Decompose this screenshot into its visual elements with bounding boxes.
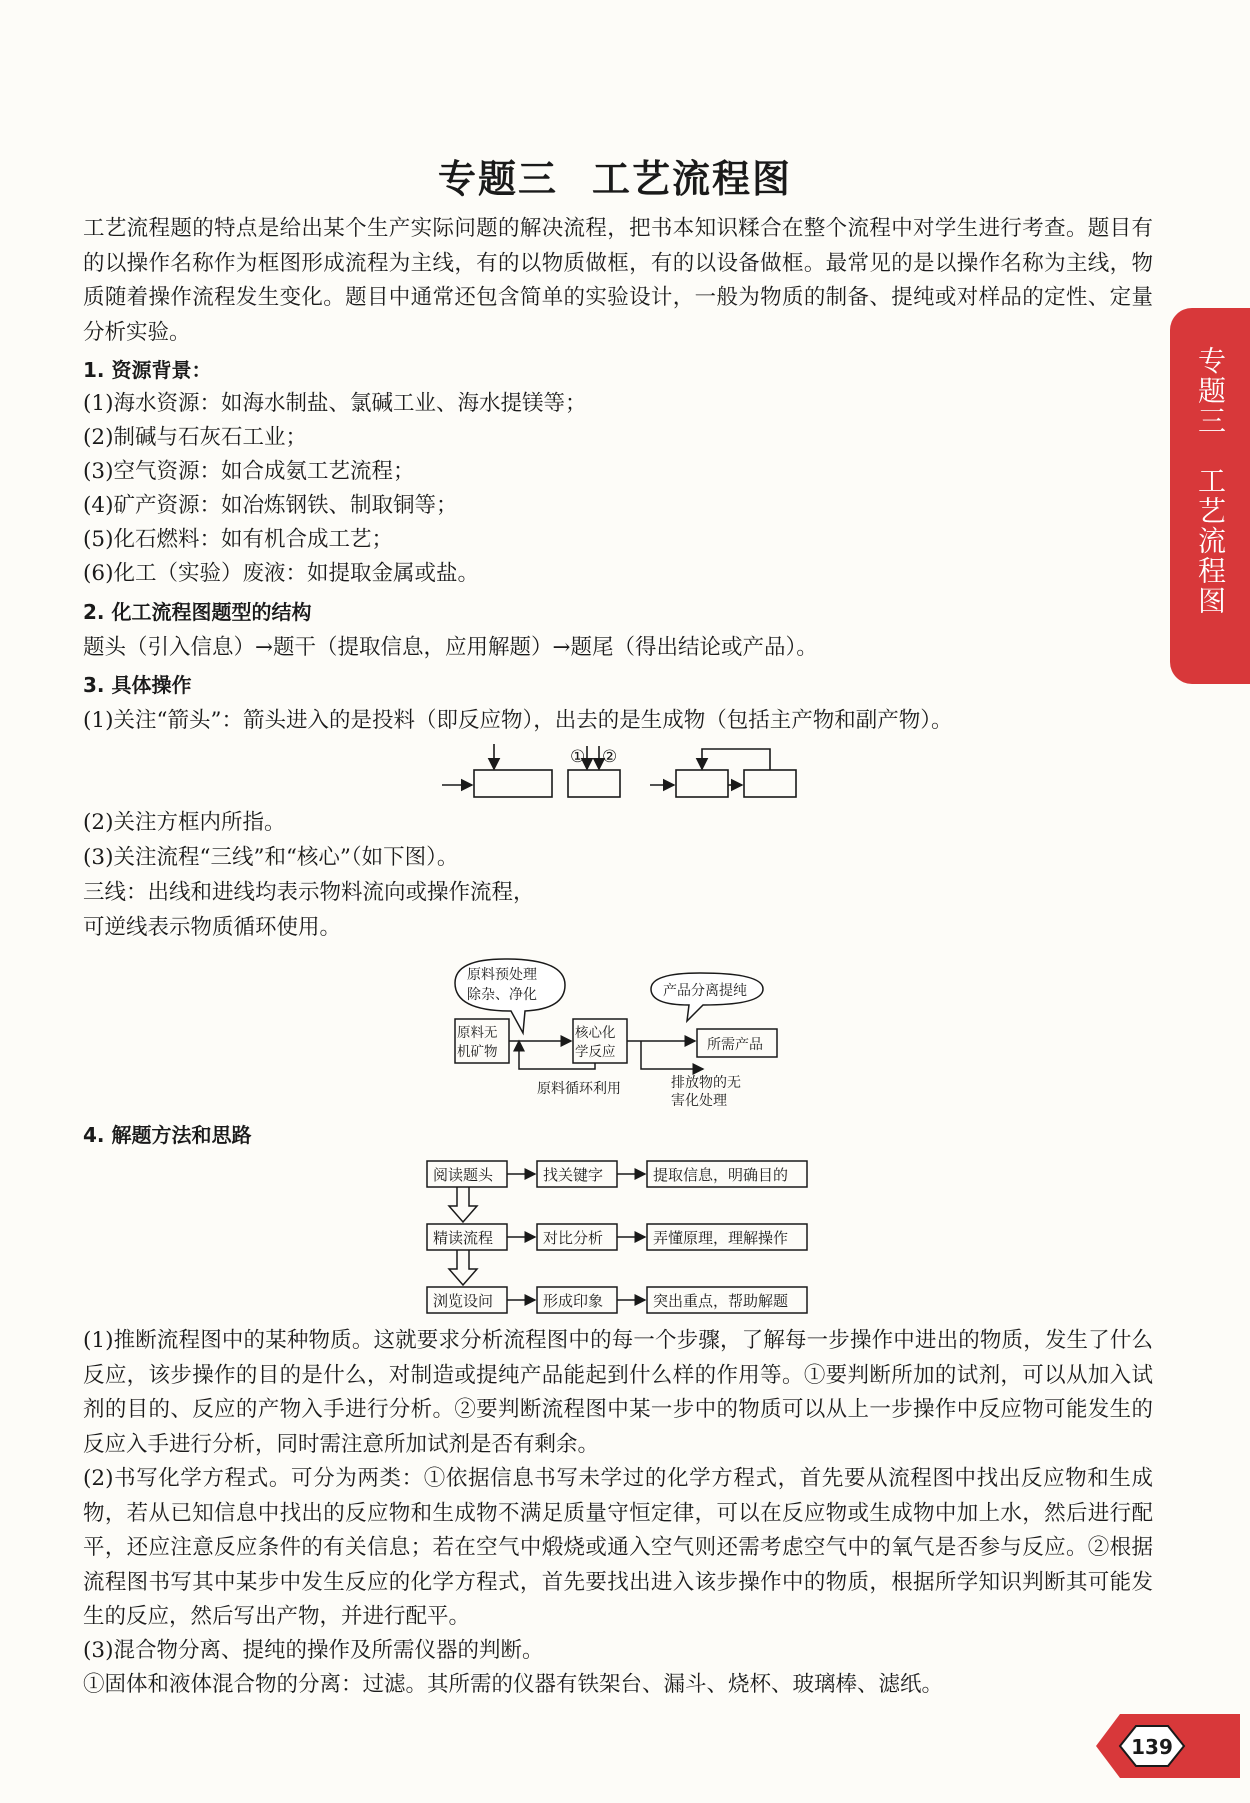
f2-box <box>568 770 620 797</box>
circle-num-1: ① <box>570 747 586 767</box>
box2-text2: 学反应 <box>575 1044 616 1060</box>
waste-text2: 害化处理 <box>671 1093 727 1109</box>
side-chapter-tab <box>1170 308 1250 684</box>
row3-step1: 浏览设问 <box>433 1292 494 1310</box>
section3-item1: (1)关注“箭头”：箭头进入的是投料（即反应物），出去的是生成物（包括主产物和副产物）。 <box>83 708 953 733</box>
arrow-focus <box>430 738 800 802</box>
waste-text1: 排放物的无 <box>671 1075 741 1091</box>
f3-loop-arrow <box>702 749 770 770</box>
side-tab-line1: 专题三 <box>1194 346 1227 436</box>
section4-heading: 4. 解题方法和思路 <box>83 1123 252 1147</box>
method-flow-diagram <box>425 1158 815 1318</box>
section1-heading: 1. 资源背景： <box>83 358 212 382</box>
section2-text: 题头（引入信息）→题干（提取信息，应用解题）→题尾（得出结论或产品）。 <box>83 635 818 660</box>
box2-text1: 核心化 <box>575 1025 616 1041</box>
section1-item: (3)空气资源：如合成氨工艺流程； <box>83 459 415 484</box>
page-title <box>0 148 1230 203</box>
page-number-badge <box>1090 1706 1250 1786</box>
f1-box <box>474 770 552 797</box>
circle-num-2: ② <box>602 747 618 767</box>
page-number: 139 <box>1131 1735 1173 1759</box>
section3-item3: (3)关注流程“三线”和“核心”（如下图）。 <box>83 845 459 870</box>
row3-step2: 形成印象 <box>543 1292 604 1310</box>
row2-step2: 对比分析 <box>543 1229 604 1247</box>
row2-step3: 弄懂原理，理解操作 <box>653 1229 789 1247</box>
section2-heading: 2. 化工流程图题型的结构 <box>83 600 312 624</box>
three-lines-text2: 可逆线表示物质循环使用。 <box>83 915 342 940</box>
box1-text1: 原料无 <box>457 1025 498 1041</box>
three-lines-text1: 三线：出线和进线均表示物料流向或操作流程， <box>83 880 535 905</box>
box1-text2: 机矿物 <box>457 1044 498 1060</box>
f3-box-right <box>744 770 796 797</box>
row1-step2: 找关键字 <box>543 1166 604 1184</box>
box3-text: 所需产品 <box>707 1037 763 1053</box>
section1-item: (4)矿产资源：如冶炼钢铁、制取铜等； <box>83 493 458 518</box>
core-flow-diagram <box>445 955 785 1115</box>
intro-paragraph: 工艺流程题的特点是给出某个生产实际问题的解决流程，把书本知识糅合在整个流程中对学生进行考查。题目有的以操作名称作为框图形成流程为主线，有的以物质做框，有的以设备做框。最常见的是以操作名称为主线，物质随着操作流程发生变化。题目中通常还包含简单的实验设计，一般为物质的制备、提纯或对样品的定性、定量分析实验。 <box>83 216 1153 345</box>
section3-item2: (2)关注方框内所指。 <box>83 810 286 835</box>
row3-step3: 突出重点，帮助解题 <box>653 1292 789 1310</box>
loop-label: 原料循环利用 <box>537 1081 621 1097</box>
title-part1: 专题三 <box>437 157 558 201</box>
bubble2-text: 产品分离提纯 <box>663 983 747 999</box>
title-part2: 工艺流程图 <box>592 157 793 201</box>
section1-item: (5)化石燃料：如有机合成工艺； <box>83 527 393 552</box>
down-hollow-arrow-1 <box>449 1187 477 1222</box>
waste-line <box>641 1041 703 1069</box>
row1-step3: 提取信息，明确目的 <box>653 1166 789 1184</box>
bubble1-text1: 原料预处理 <box>467 967 537 983</box>
item3-sub-text: ①固体和液体混合物的分离：过滤。其所需的仪器有铁架台、漏斗、烧杯、玻璃棒、滤纸。 <box>83 1672 944 1697</box>
paragraph-infer-substance: (1)推断流程图中的某种物质。这就要求分析流程图中的每一个步骤，了解每一步操作中进出的物质，发生了什么反应，该步操作的目的是什么，对制造或提纯产品能起到什么样的作用等。①要判断所加的试剂，可以从加入试剂的目的、反应的产物入手进行分析。②要判断流程图中某一步中的物质可以从上一步操作中反应物可能发生的反应入手进行分析，同时需注意所加试剂是否有剩余。 <box>83 1328 1153 1457</box>
f3-box-left <box>676 770 728 797</box>
row1-step1: 阅读题头 <box>433 1166 494 1184</box>
section3-heading: 3. 具体操作 <box>83 673 192 697</box>
bubble1-text2: 除杂、净化 <box>467 987 537 1003</box>
section1-item: (2)制碱与石灰石工业； <box>83 425 307 450</box>
section1-item: (6)化工（实验）废液：如提取金属或盐。 <box>83 561 479 586</box>
row2-step1: 精读流程 <box>433 1229 494 1247</box>
down-hollow-arrow-2 <box>449 1250 477 1285</box>
side-tab-line2: 工艺流程图 <box>1194 466 1227 616</box>
section1-item: (1)海水资源：如海水制盐、氯碱工业、海水提镁等； <box>83 391 587 416</box>
item3-text: (3)混合物分离、提纯的操作及所需仪器的判断。 <box>83 1638 544 1663</box>
paragraph-write-equation: (2)书写化学方程式。可分为两类：①依据信息书写未学过的化学方程式，首先要从流程图中找出反应物和生成物，若从已知信息中找出的反应物和生成物不满足质量守恒定律，可以在反应物或生成物中加上水，然后进行配平，还应注意反应条件的有关信息；若在空气中煅烧或通入空气则还需考虑空气中的氧气是否参与反应。②根据流程图书写其中某步中发生反应的化学方程式，首先要找出进入该步操作中的物质，根据所学知识判断其可能发生的反应，然后写出产物，并进行配平。 <box>83 1466 1153 1629</box>
